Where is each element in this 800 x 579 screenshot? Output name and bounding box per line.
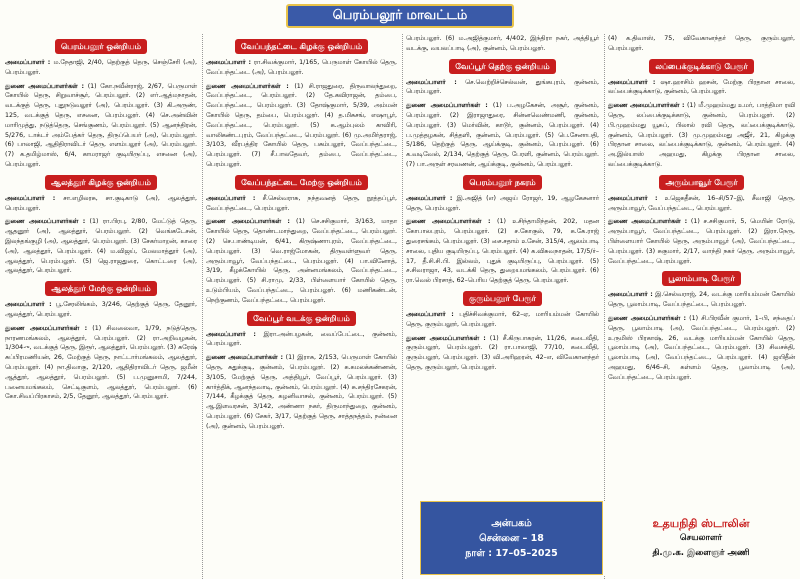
section-heading: வேப்பூர் தெற்கு ஒன்றியம்	[449, 59, 555, 74]
column-2	[202, 34, 400, 579]
member-details: சீ.செல்வராசு, நந்தவனத் தெரு, நூத்தப்பூர், வேப்பந்தட்டை, பெரம்பலூர்.	[206, 194, 397, 212]
column-3	[402, 34, 602, 579]
role-label: அமைப்பாளர் :	[5, 59, 51, 66]
role-label: அமைப்பாளர் :	[5, 194, 56, 202]
union-section	[608, 59, 795, 170]
union-section	[608, 34, 795, 54]
district-title-banner: பெரம்பலூர் மாவட்டம்	[286, 4, 514, 28]
role-label: அமைப்பாளர் :	[406, 78, 457, 86]
member-details: ஷா.ஹாசிம் ஹசன், மேற்கு பிரதான சாலை, லப்பைக்குடிக்காடு, குன்னம், பெரம்பலூர்.	[608, 78, 795, 96]
section-heading: அரும்பாவூர் பேரூர்	[659, 175, 743, 190]
member-entry	[5, 194, 197, 214]
union-section	[206, 311, 397, 432]
section-heading: பெரம்பலூர் நகரம்	[463, 175, 541, 190]
member-entry	[406, 78, 599, 98]
role-label: துணை அமைப்பாளர்கள் :	[406, 102, 488, 110]
member-details: (1) செ.சசிகுமார், 3/163, மாதா கோயில் தெரு, தொண்டமாந்துறை, வேப்பந்தட்டை, பெரம்பலூர். (2) செ.பாண்டியன், 6/41, கிருஷ்ணாபுரம், வேப்பந்தட்டை, பெரம்பலூர். (3) வெ.ராஜ்மோகன், திருவள்ளுவர் தெரு, அரும்பாவூர், வேப்பந்தட்டை, பெரம்பலூர். (4) பா.வினோத், 3/19, கீழக்கோயில் தெரு, அன்னமங்கலம், வேப்பந்தட்டை, பெரம்பலூர். (5) சி.ராமு, 2/33, பிள்ளையார் கோயில் தெரு, உடும்பியம், வேப்பந்தட்டை, பெரம்பலூர். (6) மணிகண்டன், நெற்குணம், வேப்பந்தட்டை, பெரம்பலூர்.	[206, 218, 397, 304]
role-label: துணை அமைப்பாளர்கள் :	[406, 334, 486, 342]
member-entry	[206, 217, 397, 305]
member-details: இ.அஜித் (எ) அஜய் ரோஜர், 19, ஆழகேசனார் தெரு, பெரம்பலூர்.	[406, 194, 599, 212]
member-details: (1) சீ.கிருபாகரன், 11/26, கடைவீதி, குரும்பலூர், பெரம்பலூர். (2) ரா.பாலாஜி, 77/10, கடைவீதி, குரும்பலூர், பெரம்பலூர். (3) வி.அரிஹரன், 42–எ, விவேகானந்தர் தெரு, குரும்பலூர், பெரம்பலூர்.	[406, 334, 599, 371]
union-section	[406, 59, 599, 170]
signatory-role: செயலாளர்	[679, 532, 723, 543]
signatory-name: உதயநிதி ஸ்டாலின்	[652, 516, 750, 530]
role-label: துணை அமைப்பாளர்கள் :	[608, 218, 688, 226]
section-heading: வேப்பந்தட்டை மேற்கு ஒன்றியம்	[235, 175, 368, 190]
role-label: அமைப்பாளர் :	[406, 310, 454, 318]
member-entry	[608, 194, 795, 214]
member-details: (1) ரா.பிரபு, 2/80, மேட்டுத் தெரு, ஆதனூர் (அ), ஆலத்தூர், பெரம்பலூர். (2) வெங்கடேசன், இலந்தங்குழி (அ), ஆலத்தூர், பெரம்பலூர். (3) சேகர்மாறன், காரை (அ), ஆலத்தூர், பெரம்பலூர். (4) ம.விஜய், மேலமாத்தூர் (அ), ஆலத்தூர், பெரம்பலூர். (5) ஜெ.ராஜதுரை, கொட்டரை (அ), ஆலத்தூர், பெரம்பலூர்.	[5, 218, 197, 275]
member-entry	[406, 310, 599, 330]
union-section	[5, 39, 197, 170]
member-details: இரா.அன்பழகன், வைப்பேட்டை, குன்னம், பெரம்பலூர்.	[206, 330, 397, 348]
role-label: அமைப்பாளர் :	[5, 301, 52, 309]
union-section	[608, 271, 795, 382]
section-heading: ஆலத்தூர் மேற்கு ஒன்றியம்	[45, 281, 156, 296]
member-entry	[206, 330, 397, 350]
union-section	[608, 175, 795, 267]
footer-city: சென்னை – 18	[479, 532, 544, 544]
member-entry	[608, 314, 795, 383]
union-section	[406, 291, 599, 373]
member-details: (1) ப.அழகேசன், அசூர், குன்னம், பெரம்பலூர். (2) இராஜாதுரை, சின்னவெண்மணி, குன்னம், பெரம்பலூர். (3) மெர்வின், காடூர், குன்னம், பெரம்பலூர். (4) ப.முத்தழகன், சித்தளி, குன்னம், பெரம்பலூர். (5) பெ.சேனாபதி, 5/186, தெற்குத் தெரு, ஆய்க்குடி, குன்னம், பெரம்பலூர். (6) க.வடிவேல், 2/134, தெற்குத் தெரு, பேரளி, குன்னம், பெரம்பலூர். (7) பா.அருள் சரவணன், ஆய்க்குடி, குன்னம், பெரம்பலூர்.	[406, 102, 599, 168]
role-label: துணை அமைப்பாளர்கள் :	[5, 82, 85, 90]
member-entry	[608, 217, 795, 266]
member-entry	[406, 34, 599, 54]
member-details: (1) சிவலைவா, 1/79, நடுத்தெரு, நாரணமங்கலம், ஆலத்தூர், பெரம்பலூர். (2) ரா.அறிவழகன், 1/304-ு, வடக்குத் தெரு, இரூர், ஆலத்தூர், பெரம்பலூர். (3) சுரேஷ் சுப்பிரமணியன், 26, மேற்குத் தெரு, நாட்டார்மங்கலம், ஆலத்தூர், பெரம்பலூர். (4) நா.திவாகு, 2/120, ஆதிதிராவிடர் தெரு, ஜமீன் ஆத்தூர், ஆலத்தூர், பெரம்பலூர். (5) ப.முனுசாமி, 7/244, பனையமங்கலம், செட்டிகுளம், ஆலத்தூர், பெரம்பலூர். (6) கோ.சிவப்பிரகாசம், 2/5, தேனூர், ஆலத்தூர், பெரம்பலூர்.	[5, 324, 197, 401]
member-details: ம.நேதாஜி, 2/40, தெற்குத் தெரு, செஞ்சேரி (அ), பெரம்பலூர்.	[5, 59, 197, 76]
member-details: சா.எழிலரசு, சா.குடிகாடு (அ), ஆலத்தூர், பெரம்பலூர்.	[5, 194, 197, 212]
union-section	[406, 175, 599, 286]
footer-signatory	[604, 501, 798, 575]
member-entry	[5, 82, 197, 170]
footer-place-date	[420, 501, 603, 575]
union-section	[5, 281, 197, 402]
role-label: துணை அமைப்பாளர்கள் :	[608, 314, 686, 322]
union-section	[206, 175, 397, 306]
member-entry	[406, 101, 599, 170]
member-details: பூ.சேரலிங்கம், 3/246, தெற்குத் தெரு, தேனூர், ஆலத்தூர், பெரம்பலூர்.	[5, 301, 197, 318]
section-heading: ஆலத்தூர் கிழக்கு ஒன்றியம்	[45, 175, 157, 190]
member-details: உஜெகதீசன், 16–சி/57–இ, சீவாஜி தெரு, அரும்பாவூர், வேப்பந்தட்டை, பெரம்பலூர்.	[608, 194, 795, 212]
role-label: அமைப்பாளர் :	[406, 194, 453, 202]
member-entry	[5, 300, 197, 320]
footer-place: அன்பகம்	[491, 517, 532, 529]
member-details: செ.வெற்றிச்செல்வன், துங்கபுரம், குன்னம், பெரம்பலூர்.	[406, 78, 599, 96]
member-details: (4) க.திவாஸ், 75, விவேகானந்தர் தெரு, குரும்பலூர், பெரம்பலூர்.	[608, 35, 795, 52]
member-entry	[406, 334, 599, 373]
role-label: துணை அமைப்பாளர்கள் :	[406, 218, 491, 226]
role-label: அமைப்பாளர் :	[206, 330, 256, 338]
section-heading: பூலாம்பாடி பேரூர்	[662, 271, 741, 286]
member-details: (1) சி.ராஜதுரை, திருவாலந்துறை, வேப்பந்தட்டை, பெரம்பலூர். (2) தே.கவிராஜன், தம்பை, வேப்பந்தட்டை, பெரம்பலூர். (3) தோஷ்குமார், 5/39, அம்மன் கோயில் தெரு, தம்பை, பெரம்பலூர். (4) த.மிசுசங், எஷாபூர், வேப்பந்தட்டை, பெரம்பலூர். (5) க.ஆம்புலம் காவிரி, வாலிகண்டபுரம், வேப்பந்தட்டை, பெரம்பலூர். (6) மு.அமிர்தராஜ், 3/103, வீரபத்திர கோயில் தெரு, பசும்பலூர், வேப்பந்தட்டை, பெரம்பலூர். (7) சீ.பாலதேவர், தம்பை, வேப்பந்தட்டை, பெரம்பலூர்.	[206, 82, 398, 168]
union-section	[5, 175, 197, 276]
section-heading: குரும்பலூர் பேரூர்	[463, 291, 542, 306]
member-entry	[608, 290, 795, 310]
member-entry	[608, 34, 795, 54]
member-details: புதிச்சிவக்குமார், 62–ஏ, மாரியம்மன் கோயில் தெரு, குரும்பலூர், பெரம்பலூர்.	[406, 310, 599, 328]
role-label: துணை அமைப்பாளர்கள் :	[206, 82, 289, 90]
member-entry	[608, 101, 795, 170]
role-label: துணை அமைப்பாளர்கள் :	[608, 102, 685, 110]
column-4	[604, 34, 798, 579]
role-label: துணை அமைப்பாளர்கள் :	[206, 218, 290, 226]
section-heading: பெரம்பலூர் ஒன்றியம்	[55, 39, 147, 54]
role-label: துணை அமைப்பாளர்கள் :	[5, 324, 88, 332]
section-heading: வேப்பூர் வடக்கு ஒன்றியம்	[247, 311, 356, 326]
member-details: (1) சி.பிரவீன் குமார், 1–பி, சந்தைப் தெரு, பூலாம்பாடி (அ), வேப்பந்தட்டை, பெரம்பலூர். (2) உருமிஸ் பிரகாஷ், 26, வடக்கு மாரியம்மன் கோயில் தெரு, பூலாம்பாடி (அ), வேப்பந்தட்டை, பெரம்பலூர். (3) சிவசக்தி, பூலாம்பாடி (அ), வேப்பந்தட்டை, பெரம்பலூர். (4) ஜயிதீன் அஹமது, 6/46–சி, கள்ளம் தெரு, பூலாம்பாடி (அ), வேப்பந்தட்டை, பெரம்பலூர்.	[608, 314, 795, 381]
member-details: (1) கோ.நவீன்ராஜ், 2/67, பெருமாள் கோயில் தெரு, சிறுவாச்சூர், பெரம்பலூர். (2) எர்.ஆத்மநாதன், வடக்குத் தெரு, புதுநடுவலூர் (அ), பெரம்பலூர். (3) கி.அருண், 125, வடக்குத் தெரு, எசனை, பெரம்பலூர். (4) செ.அன்வின் மாரிமுத்து, நடுத்தெரு, செங்குணம், பெரம்பலூர். (5) ஆனந்திரன், 5/276, டாக்டர் அம்பேத்கர் தெரு, திருப்பெயர் (அ), பெரம்பலூர். (6) பாலாஜி, ஆதிதிராவிடர் தெரு, எளம்பலூர் (அ), பெரம்பலூர். (7) க.தமிழ்மாஸ், 6/4, காமராஜர் குடியிருப்பு, எசனை (அ), பெரம்பலூர்.	[5, 82, 197, 168]
role-label: துணை அமைப்பாளர்கள் :	[206, 354, 283, 362]
role-label: அமைப்பாளர் :	[608, 291, 653, 299]
member-entry	[5, 324, 197, 402]
member-entry	[206, 58, 397, 78]
member-details: (1) உசிந்தாமிந்தன், 202, மதன கோபாலபுரம், பெரம்பலூர். (2) ச.கோகுல், 79, க.கே.ராஜ் துரைசங்கம், பெரம்பலூர். (3) சை.சதாம் உசேன், 315/4, ஆலம்பாடி சாலை, புதிய குடியிருப்பு, பெரம்பலூர். (4) க.விசுவநாதன், 17/5/ர்–17, தீ.சி.சி.பி. இல்லம், புதுக் குடியிருப்பு, பெரம்பலூர். (5) ச.சிவராஜா, 43, வடக்கி தெரு, துறையமங்கலம், பெரம்பலூர். (6) ரா.வெல் பிரசாத், 62–பெரிய தெற்குத் தெரு, பெரம்பலூர்.	[406, 218, 599, 285]
signatory-org: தி.மு.க. இளைஞர் அணி	[652, 547, 750, 558]
role-label: அமைப்பாளர் :	[206, 59, 252, 66]
member-entry	[406, 194, 599, 214]
member-entry	[206, 353, 397, 431]
footer-date: நாள் : 17–05–2025	[465, 547, 558, 559]
role-label: அமைப்பாளர் :	[608, 194, 658, 202]
member-details: பெரம்பலூர். (6) ம.அஜித்குமார், 4/402, இந்திரா நகர், அத்தியூர் வடக்கு, வயலப்பாடி (அ), குன்னம், பெரம்பலூர்.	[406, 35, 599, 52]
member-entry	[406, 217, 599, 286]
role-label: அமைப்பாளர் :	[608, 78, 656, 86]
section-heading: லப்பைக்குடிக்காடு பேரூர்	[649, 59, 753, 74]
column-1	[2, 34, 200, 579]
member-entry	[5, 217, 197, 276]
section-heading: வேப்பந்தட்டை கிழக்கு ஒன்றியம்	[235, 39, 368, 54]
member-entry	[608, 78, 795, 98]
role-label: அமைப்பாளர் :	[206, 194, 256, 202]
role-label: துணை அமைப்பாளர்கள் :	[5, 218, 86, 226]
member-entry	[5, 58, 197, 78]
member-details: ரா.சிவக்குமார், 1/165, பெருமாள் கோயில் தெரு, வேப்பந்தட்டை (அ), பெரம்பலூர்.	[206, 59, 397, 76]
member-entry	[206, 82, 397, 170]
member-details: (1) இராசு, 2/153, பெருமாள் கோயில் தெரு, சுதுக்குடி, குன்னம், பெரம்பலூர். (2) க.கமலக்கண்ணன், 3/105, மேற்குத் தெரு, அத்தியூர், வேப்பூர், பெரம்பலூர். (3) கார்த்திக், ஆனந்தவாடி, குன்னம், பெரம்பலூர். (4) சு.சந்திரசேகரன், 7/144, கீழக்குத் தெரு, கழனிவாசல், குன்னம், பெரம்பலூர். (5) ஆ.இளவரசன், 3/142, அண்ணா நகர், திருமாந்துறை, குன்னம், பெரம்பலூர். (6) சேகர், 3/17, தெற்குத் தெரு, சாத்தநத்தம், நன்னை (அ), குன்னம், பெரம்பலூர்.	[206, 354, 397, 430]
union-section	[206, 39, 397, 170]
union-section	[406, 34, 599, 54]
member-details: (1) மீ.முஹம்மது உமர், பாத்திமா ரவி தெரு, லப்பைக்குடிக்காடு, குன்னம், பெரம்பலூர். (2) பி.முஹம்மது யூசுப், பிலால் ரவி தெரு, லப்பைக்குடிக்காடு, குன்னம், பெரம்பலூர். (3) மு.முஹம்மது அஜீர், 21, கிழக்கு பிரதான சாலை, லப்பைக்குடிக்காடு, குன்னம், பெரம்பலூர். (4) அ.இல்யாஸ் அஹமது, கிழக்கு பிரதான சாலை, லப்பைக்குடிக்காடு.	[608, 102, 795, 168]
member-details: (1) ச.சசிகுமார், 5, மெயின் ரோடு, அரும்பாவூர், வேப்பந்தட்டை, பெரம்பலூர். (2) இரா.நேரு, பிள்ளையார் கோயில் தெரு, அரும்பாவூர் (அ), வேப்பந்தட்டை, பெரம்பலூர். (3) சுகுமார், 2/17, வாந்தி நகர் தெரு, அரும்பாவூர், வேப்பந்தட்டை, பெரம்பலூர்.	[608, 218, 795, 265]
member-entry	[206, 194, 397, 214]
member-details: இ.செல்வராஜ், 24, வடக்கு மாரியம்மன் கோயில் தெரு, பூலாம்பாடி, வேப்பந்தட்டை, பெரம்பலூர்.	[608, 291, 795, 309]
